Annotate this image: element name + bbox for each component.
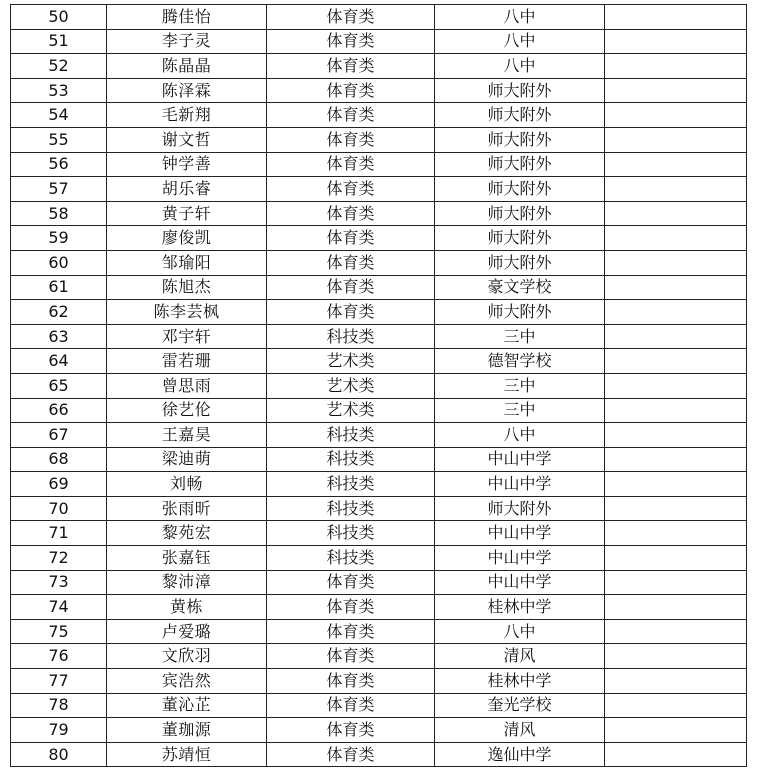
category-cell: 体育类 [267, 177, 435, 202]
category-cell: 体育类 [267, 201, 435, 226]
school-cell: 清风 [435, 718, 605, 743]
student-name-cell: 宾浩然 [107, 669, 267, 694]
school-cell: 三中 [435, 324, 605, 349]
table-row [11, 669, 747, 694]
table-row [11, 177, 747, 202]
student-name-cell: 雷若珊 [107, 349, 267, 374]
category-cell: 科技类 [267, 521, 435, 546]
remark-cell [605, 742, 747, 767]
row-number-cell: 77 [11, 669, 107, 694]
category-cell: 科技类 [267, 423, 435, 448]
student-name-cell: 曾思雨 [107, 373, 267, 398]
table-row [11, 226, 747, 251]
school-cell: 中山中学 [435, 472, 605, 497]
row-number-cell: 78 [11, 693, 107, 718]
table-row [11, 693, 747, 718]
category-cell: 艺术类 [267, 398, 435, 423]
remark-cell [605, 373, 747, 398]
remark-cell [605, 644, 747, 669]
table-row [11, 472, 747, 497]
student-name-cell: 梁迪萌 [107, 447, 267, 472]
remark-cell [605, 127, 747, 152]
table-row [11, 103, 747, 128]
table-row [11, 570, 747, 595]
remark-cell [605, 718, 747, 743]
school-cell: 八中 [435, 423, 605, 448]
category-cell: 体育类 [267, 669, 435, 694]
row-number-cell: 59 [11, 226, 107, 251]
student-name-cell: 陈泽霖 [107, 78, 267, 103]
category-cell: 艺术类 [267, 373, 435, 398]
school-cell: 逸仙中学 [435, 742, 605, 767]
student-name-cell: 刘畅 [107, 472, 267, 497]
category-cell: 体育类 [267, 275, 435, 300]
table-row [11, 29, 747, 54]
school-cell: 师大附外 [435, 226, 605, 251]
remark-cell [605, 250, 747, 275]
table-row [11, 595, 747, 620]
category-cell: 体育类 [267, 595, 435, 620]
remark-cell [605, 177, 747, 202]
category-cell: 体育类 [267, 103, 435, 128]
table-row [11, 250, 747, 275]
category-cell: 艺术类 [267, 349, 435, 374]
table-row [11, 5, 747, 30]
row-number-cell: 67 [11, 423, 107, 448]
remark-cell [605, 29, 747, 54]
school-cell: 德智学校 [435, 349, 605, 374]
remark-cell [605, 423, 747, 448]
remark-cell [605, 275, 747, 300]
school-cell: 中山中学 [435, 521, 605, 546]
category-cell: 体育类 [267, 570, 435, 595]
remark-cell [605, 546, 747, 571]
category-cell: 体育类 [267, 718, 435, 743]
row-number-cell: 60 [11, 250, 107, 275]
school-cell: 师大附外 [435, 103, 605, 128]
category-cell: 体育类 [267, 5, 435, 30]
table-row [11, 423, 747, 448]
category-cell: 体育类 [267, 127, 435, 152]
category-cell: 体育类 [267, 226, 435, 251]
category-cell: 体育类 [267, 250, 435, 275]
student-name-cell: 廖俊凯 [107, 226, 267, 251]
student-table [10, 4, 747, 767]
remark-cell [605, 201, 747, 226]
student-name-cell: 毛新翔 [107, 103, 267, 128]
school-cell: 师大附外 [435, 201, 605, 226]
table-row [11, 644, 747, 669]
table-row [11, 127, 747, 152]
school-cell: 中山中学 [435, 570, 605, 595]
student-name-cell: 黄栋 [107, 595, 267, 620]
table-row [11, 521, 747, 546]
school-cell: 师大附外 [435, 250, 605, 275]
school-cell: 师大附外 [435, 177, 605, 202]
table-row [11, 447, 747, 472]
student-name-cell: 谢文哲 [107, 127, 267, 152]
remark-cell [605, 398, 747, 423]
table-row [11, 619, 747, 644]
student-name-cell: 钟学善 [107, 152, 267, 177]
row-number-cell: 72 [11, 546, 107, 571]
row-number-cell: 71 [11, 521, 107, 546]
school-cell: 八中 [435, 619, 605, 644]
row-number-cell: 80 [11, 742, 107, 767]
table-row [11, 373, 747, 398]
remark-cell [605, 78, 747, 103]
row-number-cell: 73 [11, 570, 107, 595]
remark-cell [605, 693, 747, 718]
remark-cell [605, 619, 747, 644]
row-number-cell: 76 [11, 644, 107, 669]
row-number-cell: 50 [11, 5, 107, 30]
student-name-cell: 陈李芸枫 [107, 300, 267, 325]
remark-cell [605, 5, 747, 30]
table-row [11, 718, 747, 743]
school-cell: 桂林中学 [435, 595, 605, 620]
table-row [11, 398, 747, 423]
table-row [11, 78, 747, 103]
table-row [11, 324, 747, 349]
school-cell: 师大附外 [435, 78, 605, 103]
row-number-cell: 68 [11, 447, 107, 472]
school-cell: 清风 [435, 644, 605, 669]
student-name-cell: 张雨昕 [107, 496, 267, 521]
remark-cell [605, 595, 747, 620]
row-number-cell: 55 [11, 127, 107, 152]
table-row [11, 54, 747, 79]
table-row [11, 742, 747, 767]
school-cell: 豪文学校 [435, 275, 605, 300]
category-cell: 科技类 [267, 546, 435, 571]
student-name-cell: 胡乐睿 [107, 177, 267, 202]
student-name-cell: 邓宇轩 [107, 324, 267, 349]
remark-cell [605, 152, 747, 177]
remark-cell [605, 521, 747, 546]
school-cell: 桂林中学 [435, 669, 605, 694]
school-cell: 八中 [435, 29, 605, 54]
category-cell: 科技类 [267, 447, 435, 472]
school-cell: 中山中学 [435, 546, 605, 571]
row-number-cell: 74 [11, 595, 107, 620]
student-name-cell: 邹瑜阳 [107, 250, 267, 275]
row-number-cell: 75 [11, 619, 107, 644]
table-row [11, 546, 747, 571]
school-cell: 八中 [435, 54, 605, 79]
row-number-cell: 63 [11, 324, 107, 349]
student-name-cell: 徐艺伦 [107, 398, 267, 423]
category-cell: 体育类 [267, 693, 435, 718]
student-name-cell: 李子灵 [107, 29, 267, 54]
student-name-cell: 苏靖恒 [107, 742, 267, 767]
row-number-cell: 57 [11, 177, 107, 202]
table-row [11, 300, 747, 325]
student-name-cell: 文欣羽 [107, 644, 267, 669]
student-name-cell: 黎沛漳 [107, 570, 267, 595]
remark-cell [605, 496, 747, 521]
row-number-cell: 58 [11, 201, 107, 226]
student-name-cell: 董珈源 [107, 718, 267, 743]
student-name-cell: 卢爱璐 [107, 619, 267, 644]
category-cell: 科技类 [267, 472, 435, 497]
row-number-cell: 56 [11, 152, 107, 177]
remark-cell [605, 669, 747, 694]
category-cell: 科技类 [267, 324, 435, 349]
school-cell: 八中 [435, 5, 605, 30]
category-cell: 体育类 [267, 54, 435, 79]
remark-cell [605, 447, 747, 472]
school-cell: 师大附外 [435, 127, 605, 152]
remark-cell [605, 570, 747, 595]
student-name-cell: 董沁芷 [107, 693, 267, 718]
student-name-cell: 黎苑宏 [107, 521, 267, 546]
student-name-cell: 黄子轩 [107, 201, 267, 226]
remark-cell [605, 226, 747, 251]
category-cell: 体育类 [267, 619, 435, 644]
student-name-cell: 陈晶晶 [107, 54, 267, 79]
student-name-cell: 张嘉钰 [107, 546, 267, 571]
table-row [11, 201, 747, 226]
school-cell: 师大附外 [435, 496, 605, 521]
row-number-cell: 51 [11, 29, 107, 54]
row-number-cell: 61 [11, 275, 107, 300]
category-cell: 体育类 [267, 78, 435, 103]
table-row [11, 275, 747, 300]
student-name-cell: 王嘉昊 [107, 423, 267, 448]
school-cell: 奎光学校 [435, 693, 605, 718]
table-row [11, 349, 747, 374]
row-number-cell: 79 [11, 718, 107, 743]
remark-cell [605, 472, 747, 497]
table-body [11, 5, 747, 767]
remark-cell [605, 103, 747, 128]
row-number-cell: 54 [11, 103, 107, 128]
row-number-cell: 62 [11, 300, 107, 325]
student-name-cell: 陈旭杰 [107, 275, 267, 300]
category-cell: 科技类 [267, 496, 435, 521]
row-number-cell: 64 [11, 349, 107, 374]
category-cell: 体育类 [267, 152, 435, 177]
category-cell: 体育类 [267, 742, 435, 767]
category-cell: 体育类 [267, 300, 435, 325]
school-cell: 中山中学 [435, 447, 605, 472]
remark-cell [605, 349, 747, 374]
table-row [11, 152, 747, 177]
table-row [11, 496, 747, 521]
row-number-cell: 66 [11, 398, 107, 423]
category-cell: 体育类 [267, 29, 435, 54]
school-cell: 师大附外 [435, 152, 605, 177]
remark-cell [605, 54, 747, 79]
row-number-cell: 70 [11, 496, 107, 521]
row-number-cell: 69 [11, 472, 107, 497]
school-cell: 三中 [435, 373, 605, 398]
remark-cell [605, 300, 747, 325]
student-name-cell: 腾佳怡 [107, 5, 267, 30]
school-cell: 三中 [435, 398, 605, 423]
row-number-cell: 52 [11, 54, 107, 79]
row-number-cell: 65 [11, 373, 107, 398]
school-cell: 师大附外 [435, 300, 605, 325]
row-number-cell: 53 [11, 78, 107, 103]
category-cell: 体育类 [267, 644, 435, 669]
remark-cell [605, 324, 747, 349]
